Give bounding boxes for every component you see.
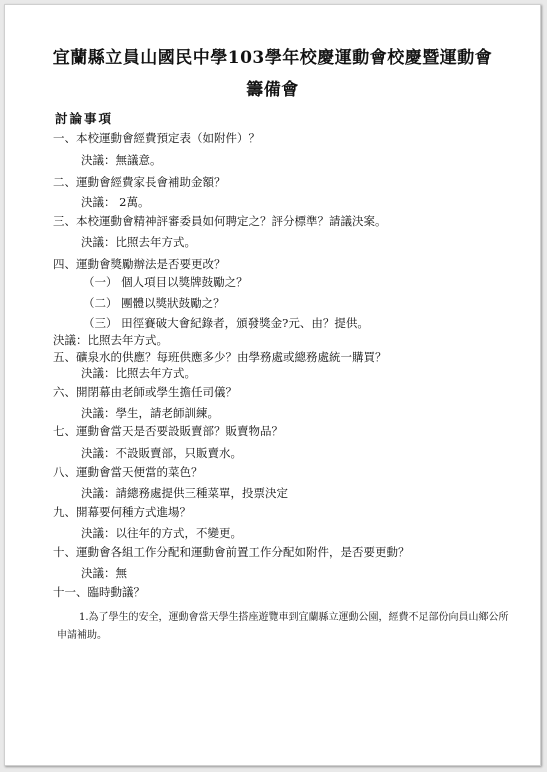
question-8: 八、運動會當天便當的菜色？ (53, 465, 203, 479)
resolution-8: 決議：請總務處提供三種菜單，投票決定 (81, 486, 288, 500)
document-title: 宜蘭縣立員山國民中學103學年校慶運動會校慶暨運動會 (52, 48, 493, 68)
document-subtitle: 籌備會 (246, 80, 299, 100)
question-4: 四、運動會獎勵辦法是否要更改？ (53, 257, 226, 271)
resolution-7: 決議：不設販賣部，只販賣水。 (81, 446, 242, 460)
resolution-9: 決議：以往年的方式，不變更。 (81, 526, 242, 540)
question-7: 七、運動會當天是否要設販賣部？販賣物品？ (53, 424, 283, 438)
question-11: 十一、臨時動議？ (53, 585, 145, 599)
question-2: 二、運動會經費家長會補助金額？ (53, 175, 226, 189)
sub-item-4-1: （一） 個人項目以獎牌鼓勵之？ (83, 275, 248, 289)
resolution-1: 決議：無議意。 (81, 153, 162, 167)
question-5: 五、礦泉水的供應？每班供應多少？由學務處或總務處統一購買？ (53, 350, 387, 364)
sub-item-4-3: （三） 田徑賽破大會紀錄者，頒發獎金?元、由？提供。 (83, 316, 369, 330)
question-9: 九、開幕要何種方式進場？ (53, 505, 191, 519)
resolution-2: 決議： 2萬。 (81, 195, 150, 209)
question-3: 三、本校運動會精神評審委員如何聘定之？評分標準？請議決案。 (53, 214, 387, 228)
question-10: 十、運動會各組工作分配和運動會前置工作分配如附件，是否要更動？ (53, 545, 410, 559)
sub-item-4-2: （二） 團體以獎狀鼓勵之？ (83, 296, 225, 310)
resolution-10: 決議：無 (81, 566, 127, 580)
note-paragraph: 1.為了學生的安全，運動會當天學生搭座遊覽車到宜蘭縣立運動公園，經費不足部份向員山鄉公所申請補助。 (57, 612, 509, 641)
section-heading: 討論事項 (55, 111, 114, 126)
question-6: 六、開閉幕由老師或學生擔任司儀？ (53, 385, 237, 399)
resolution-6: 決議：學生，請老師訓練。 (81, 406, 219, 420)
document-page (4, 4, 541, 766)
resolution-3: 決議：比照去年方式。 (81, 235, 196, 249)
question-1: 一、本校運動會經費預定表（如附件）？ (53, 131, 260, 145)
resolution-4: 決議：比照去年方式。 (53, 333, 168, 347)
resolution-5: 決議：比照去年方式。 (81, 366, 196, 380)
